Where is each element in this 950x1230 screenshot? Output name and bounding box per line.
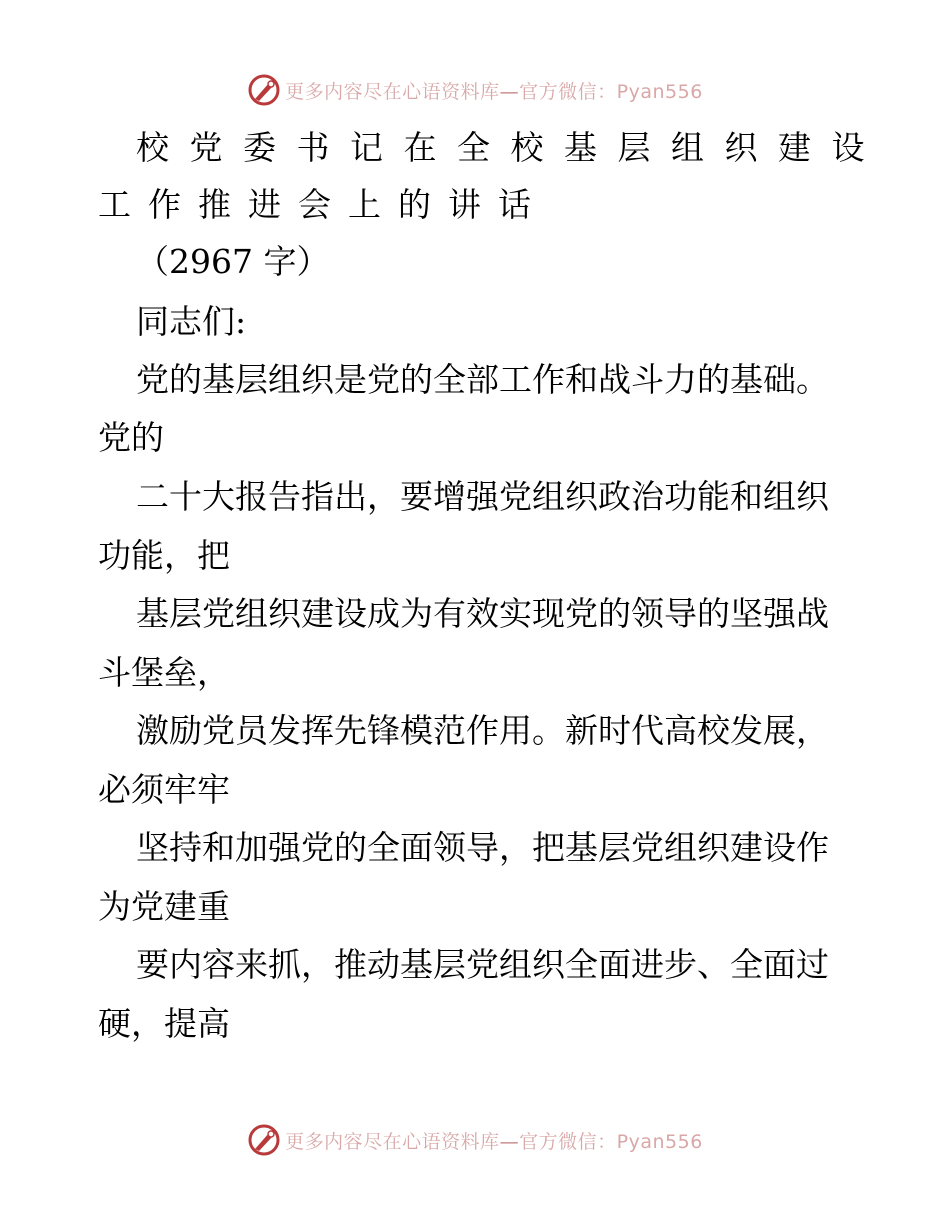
body-line: 功能，把 — [98, 536, 230, 575]
body-line: 二十大报告指出，要增强党组织政治功能和组织 — [136, 477, 829, 516]
body-line: 为党建重 — [98, 887, 230, 926]
word-count: （2967 字） — [136, 242, 330, 281]
body-line: 要内容来抓，推动基层党组织全面进步、全面过 — [136, 945, 829, 984]
watermark-text — [285, 1127, 703, 1154]
body-line: 坚持和加强党的全面领导，把基层党组织建设作 — [136, 828, 829, 867]
pen-logo-icon — [247, 73, 281, 107]
watermark-site: 更多内容尽在心语资料库 — [285, 80, 500, 103]
watermark-text — [285, 77, 703, 104]
body-line: 党的 — [98, 418, 164, 457]
watermark-wechat: 官方微信：Pyan556 — [519, 80, 703, 103]
watermark-wechat: 官方微信：Pyan556 — [519, 1130, 703, 1153]
title-line-1: 校党委书记在全校基层组织建设 — [136, 128, 885, 167]
body-line: 激励党员发挥先锋模范作用。新时代高校发展， — [136, 711, 829, 750]
watermark-separator: — — [499, 80, 520, 103]
footer-watermark — [0, 1120, 950, 1160]
body-line: 斗堡垒， — [98, 653, 230, 692]
body-line: 党的基层组织是党的全部工作和战斗力的基础。 — [136, 360, 829, 399]
watermark-separator: — — [499, 1130, 520, 1153]
title-line-2: 工作推进会上的讲话 — [98, 185, 548, 224]
watermark-site: 更多内容尽在心语资料库 — [285, 1130, 500, 1153]
header-watermark — [0, 70, 950, 110]
pen-logo-icon — [247, 1123, 281, 1157]
salutation: 同志们: — [136, 302, 247, 341]
body-line: 必须牢牢 — [98, 770, 230, 809]
body-line: 硬，提高 — [98, 1004, 230, 1043]
body-line: 基层党组织建设成为有效实现党的领导的坚强战 — [136, 594, 829, 633]
